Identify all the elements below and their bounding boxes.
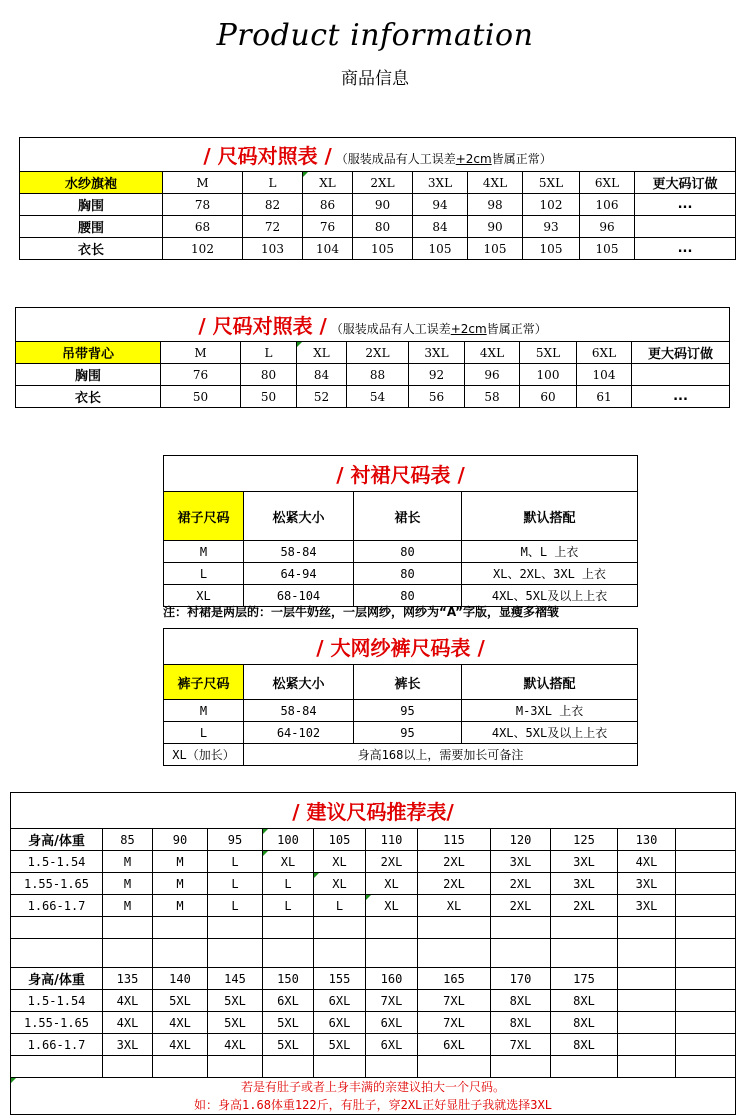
cell: 1.5-1.54	[11, 990, 103, 1012]
cell: XL	[314, 873, 366, 895]
table-row	[11, 990, 736, 1012]
cell: 102	[523, 194, 580, 216]
cell	[618, 968, 676, 990]
cell: 68-104	[244, 585, 354, 607]
cell	[632, 364, 730, 386]
cell: L	[164, 563, 244, 585]
cell	[551, 917, 618, 939]
cell: 80	[354, 563, 462, 585]
cell: 4XL、5XL及以上上衣	[462, 585, 638, 607]
cell: M	[164, 700, 244, 722]
cell: L	[314, 895, 366, 917]
cell	[676, 939, 736, 968]
header-cell: 水纱旗袍	[20, 172, 163, 194]
cell: 100	[520, 364, 577, 386]
cell	[676, 1034, 736, 1056]
cell: 61	[577, 386, 632, 408]
table-row	[11, 895, 736, 917]
cell: 1.55-1.65	[11, 1012, 103, 1034]
cell: 1.66-1.7	[11, 1034, 103, 1056]
header-cell: 90	[153, 829, 208, 851]
cell: 78	[163, 194, 243, 216]
cell: 5XL	[263, 1034, 314, 1056]
table-title-row	[11, 793, 736, 829]
cell	[618, 1056, 676, 1078]
cell	[618, 939, 676, 968]
cell: M	[103, 851, 153, 873]
cell: 84	[413, 216, 468, 238]
recommendation-note	[11, 1078, 736, 1115]
cell: 76	[303, 216, 353, 238]
cell: M	[153, 895, 208, 917]
cell	[366, 917, 418, 939]
cell: 80	[354, 541, 462, 563]
cell	[676, 895, 736, 917]
cell: 1.55-1.65	[11, 873, 103, 895]
cell: 90	[468, 216, 523, 238]
cell: 2XL	[491, 873, 551, 895]
cell: 84	[297, 364, 347, 386]
cell: XL	[366, 873, 418, 895]
cell	[618, 1012, 676, 1034]
header-cell: 裙子尺码	[164, 492, 244, 541]
header-cell: 2XL	[353, 172, 413, 194]
cell: 58-84	[244, 700, 354, 722]
cell: 104	[577, 364, 632, 386]
table-note: （服装成品有人工误差+2cm皆属正常）	[335, 152, 552, 166]
row-label: 腰围	[20, 216, 163, 238]
cell	[366, 1056, 418, 1078]
cell: 5XL	[263, 1012, 314, 1034]
cell	[153, 1056, 208, 1078]
header-cell: 135	[103, 968, 153, 990]
cell: M	[103, 895, 153, 917]
header-cell: 裤子尺码	[164, 665, 244, 700]
cell	[103, 1056, 153, 1078]
cell: 5XL	[153, 990, 208, 1012]
cell: 82	[243, 194, 303, 216]
cell: 104	[303, 238, 353, 260]
cell	[208, 917, 263, 939]
cell: 4XL	[103, 1012, 153, 1034]
cell	[491, 917, 551, 939]
header-cell: 175	[551, 968, 618, 990]
cell: 1.5-1.54	[11, 851, 103, 873]
cell	[676, 917, 736, 939]
cell	[618, 1034, 676, 1056]
table-row	[11, 873, 736, 895]
cell: 95	[354, 700, 462, 722]
header-cell: 145	[208, 968, 263, 990]
cell	[618, 990, 676, 1012]
header-cell: 裙长	[354, 492, 462, 541]
cell: XL	[366, 895, 418, 917]
cell: 8XL	[491, 1012, 551, 1034]
page-subtitle: 商品信息	[341, 69, 409, 89]
cell: 6XL	[366, 1034, 418, 1056]
table-row	[164, 700, 638, 722]
recommendation-example-line: 如：身高1.68体重122斤，有肚子，穿2XL正好显肚子我就选择3XL	[194, 1098, 552, 1112]
table-header-row	[20, 172, 736, 194]
table-row	[164, 541, 638, 563]
cell: 106	[580, 194, 635, 216]
cell: 64-94	[244, 563, 354, 585]
cell: 4XL	[103, 990, 153, 1012]
header-cell: 松紧大小	[244, 492, 354, 541]
cell: 7XL	[491, 1034, 551, 1056]
cell: 4XL	[618, 851, 676, 873]
cell: 2XL	[491, 895, 551, 917]
cell	[676, 1056, 736, 1078]
cell: XL、2XL、3XL 上衣	[462, 563, 638, 585]
cell: 3XL	[551, 873, 618, 895]
page-title: Product information	[216, 18, 534, 53]
cell	[11, 939, 103, 968]
cell: 105	[413, 238, 468, 260]
cell: L	[263, 873, 314, 895]
cell	[314, 1056, 366, 1078]
cell: 80	[354, 585, 462, 607]
table-row	[164, 563, 638, 585]
table-row	[11, 1012, 736, 1034]
header-cell: 130	[618, 829, 676, 851]
header-cell: 140	[153, 968, 208, 990]
cell: XL（加长）	[164, 744, 244, 766]
table-header-row	[11, 829, 736, 851]
cell: 98	[468, 194, 523, 216]
table-title-row	[20, 138, 736, 172]
cell: 6XL	[418, 1034, 491, 1056]
cell: 56	[409, 386, 465, 408]
cell: XL	[418, 895, 491, 917]
cell: 86	[303, 194, 353, 216]
cell	[418, 939, 491, 968]
cell: 3XL	[618, 895, 676, 917]
cell: L	[208, 851, 263, 873]
cell: 102	[163, 238, 243, 260]
cell	[551, 939, 618, 968]
header-cell: 150	[263, 968, 314, 990]
cell: XL	[263, 851, 314, 873]
cell: 4XL、5XL及以上上衣	[462, 722, 638, 744]
cell: 7XL	[418, 990, 491, 1012]
cell: 96	[580, 216, 635, 238]
table-row	[11, 1034, 736, 1056]
cell: 5XL	[208, 990, 263, 1012]
header-cell: 裤长	[354, 665, 462, 700]
table-header-row	[164, 492, 638, 541]
petticoat-size-table	[163, 455, 638, 607]
cell	[418, 917, 491, 939]
mesh-pants-size-table	[163, 628, 638, 766]
cell: 2XL	[366, 851, 418, 873]
cell	[153, 917, 208, 939]
cell: M	[103, 873, 153, 895]
table-note: （服装成品有人工误差+2cm皆属正常）	[330, 322, 547, 336]
cell: M	[153, 851, 208, 873]
cell: 105	[353, 238, 413, 260]
header-cell: XL	[297, 342, 347, 364]
header-cell: 85	[103, 829, 153, 851]
cell	[676, 1012, 736, 1034]
header-cell: 4XL	[465, 342, 520, 364]
recommendation-note-line: 若是有肚子或者上身丰满的亲建议拍大一个尺码。	[241, 1080, 506, 1094]
cell	[208, 1056, 263, 1078]
table-row	[16, 386, 730, 408]
cell	[103, 939, 153, 968]
cell: 64-102	[244, 722, 354, 744]
header-cell: XL	[303, 172, 353, 194]
cell: 3XL	[103, 1034, 153, 1056]
cell: L	[208, 895, 263, 917]
cell: 105	[523, 238, 580, 260]
cell: 4XL	[208, 1034, 263, 1056]
table-row	[20, 194, 736, 216]
cell	[491, 939, 551, 968]
table-header-row	[11, 968, 736, 990]
size-table-qipao	[19, 137, 736, 260]
cell	[551, 1056, 618, 1078]
cell	[491, 1056, 551, 1078]
cell: 6XL	[314, 990, 366, 1012]
table-title-row	[164, 629, 638, 665]
cell: 6XL	[366, 1012, 418, 1034]
cell	[618, 917, 676, 939]
cell: 105	[468, 238, 523, 260]
cell: 54	[347, 386, 409, 408]
header-cell: 105	[314, 829, 366, 851]
cell: 90	[353, 194, 413, 216]
table-row	[16, 364, 730, 386]
cell: 8XL	[551, 1034, 618, 1056]
cell	[676, 990, 736, 1012]
header-cell: L	[243, 172, 303, 194]
cell	[676, 873, 736, 895]
table-row	[164, 744, 638, 766]
header-cell: 165	[418, 968, 491, 990]
table-title: / 衬裙尺码表 /	[336, 463, 465, 487]
cell: 52	[297, 386, 347, 408]
cell: 76	[161, 364, 241, 386]
size-table-camisole	[15, 307, 730, 408]
table-title-row	[164, 456, 638, 492]
spacer-row	[11, 939, 736, 968]
cell: 68	[163, 216, 243, 238]
table-header-row	[16, 342, 730, 364]
cell	[676, 968, 736, 990]
header-cell: 155	[314, 968, 366, 990]
table-header-row	[164, 665, 638, 700]
cell	[635, 216, 736, 238]
cell: 8XL	[551, 990, 618, 1012]
cell	[263, 917, 314, 939]
table-row	[164, 722, 638, 744]
cell: 96	[465, 364, 520, 386]
cell: ...	[635, 194, 736, 216]
header-cell: 6XL	[577, 342, 632, 364]
cell: 58	[465, 386, 520, 408]
cell	[676, 851, 736, 873]
cell: 58-84	[244, 541, 354, 563]
table-title: / 尺码对照表 /	[198, 314, 327, 338]
cell: 60	[520, 386, 577, 408]
cell: 6XL	[314, 1012, 366, 1034]
header-cell: 3XL	[409, 342, 465, 364]
header-cell: 更大码订做	[635, 172, 736, 194]
header-cell: 115	[418, 829, 491, 851]
row-label: 衣长	[20, 238, 163, 260]
cell: 50	[241, 386, 297, 408]
cell	[153, 939, 208, 968]
header-cell: 吊带背心	[16, 342, 161, 364]
cell	[103, 917, 153, 939]
cell: 103	[243, 238, 303, 260]
cell	[314, 917, 366, 939]
cell	[263, 939, 314, 968]
cell: 2XL	[418, 851, 491, 873]
header-cell: 更大码订做	[632, 342, 730, 364]
cell: L	[208, 873, 263, 895]
cell: XL	[164, 585, 244, 607]
cell: 3XL	[551, 851, 618, 873]
header-cell: 松紧大小	[244, 665, 354, 700]
header-cell: 5XL	[520, 342, 577, 364]
cell: L	[164, 722, 244, 744]
header-cell: 100	[263, 829, 314, 851]
cell: M	[164, 541, 244, 563]
table-title: / 大网纱裤尺码表 /	[316, 636, 485, 660]
cell	[676, 829, 736, 851]
cell: XL	[314, 851, 366, 873]
header-cell: 160	[366, 968, 418, 990]
table-title-row	[16, 308, 730, 342]
row-label: 胸围	[16, 364, 161, 386]
cell: 105	[580, 238, 635, 260]
header-cell: M	[161, 342, 241, 364]
header-cell: 4XL	[468, 172, 523, 194]
header-cell: 95	[208, 829, 263, 851]
table-title: / 尺码对照表 /	[203, 144, 332, 168]
cell	[314, 939, 366, 968]
cell: 5XL	[208, 1012, 263, 1034]
cell: 88	[347, 364, 409, 386]
cell	[366, 939, 418, 968]
header-cell: 6XL	[580, 172, 635, 194]
cell	[11, 917, 103, 939]
cell: 80	[241, 364, 297, 386]
spacer-row	[11, 917, 736, 939]
header-cell: 5XL	[523, 172, 580, 194]
cell: M、L 上衣	[462, 541, 638, 563]
table-row	[11, 851, 736, 873]
cell: 3XL	[491, 851, 551, 873]
cell	[418, 1056, 491, 1078]
cell: 身高168以上，需要加长可备注	[244, 744, 638, 766]
header-cell: 170	[491, 968, 551, 990]
cell: 2XL	[418, 873, 491, 895]
header-cell: L	[241, 342, 297, 364]
cell: M-3XL 上衣	[462, 700, 638, 722]
cell	[11, 1056, 103, 1078]
cell: ...	[635, 238, 736, 260]
cell: M	[153, 873, 208, 895]
cell: 7XL	[418, 1012, 491, 1034]
cell: 8XL	[551, 1012, 618, 1034]
header-cell: 身高/体重	[11, 968, 103, 990]
table-row	[20, 238, 736, 260]
header-cell: 默认搭配	[462, 492, 638, 541]
row-label: 胸围	[20, 194, 163, 216]
cell: 2XL	[551, 895, 618, 917]
cell: 7XL	[366, 990, 418, 1012]
cell: 92	[409, 364, 465, 386]
petticoat-footnote: 注：衬裙是两层的：一层牛奶丝，一层网纱，网纱为“A”字版，显瘦多褶皱	[163, 605, 559, 619]
recommended-size-table	[10, 792, 736, 1115]
table-title: / 建议尺码推荐表/	[292, 800, 454, 824]
cell: 95	[354, 722, 462, 744]
header-cell: 120	[491, 829, 551, 851]
cell: 72	[243, 216, 303, 238]
cell: 1.66-1.7	[11, 895, 103, 917]
row-label: 衣长	[16, 386, 161, 408]
spacer-row	[11, 1056, 736, 1078]
cell: 93	[523, 216, 580, 238]
cell	[263, 1056, 314, 1078]
header-cell: 125	[551, 829, 618, 851]
cell: 50	[161, 386, 241, 408]
cell: L	[263, 895, 314, 917]
cell: 5XL	[314, 1034, 366, 1056]
header-cell: 3XL	[413, 172, 468, 194]
cell: ...	[632, 386, 730, 408]
header-cell: M	[163, 172, 243, 194]
cell: 6XL	[263, 990, 314, 1012]
header-cell: 身高/体重	[11, 829, 103, 851]
header-cell: 110	[366, 829, 418, 851]
cell: 80	[353, 216, 413, 238]
cell: 4XL	[153, 1012, 208, 1034]
table-row	[20, 216, 736, 238]
header-cell: 2XL	[347, 342, 409, 364]
cell: 94	[413, 194, 468, 216]
cell: 4XL	[153, 1034, 208, 1056]
cell: 8XL	[491, 990, 551, 1012]
cell: 3XL	[618, 873, 676, 895]
header-cell: 默认搭配	[462, 665, 638, 700]
cell	[208, 939, 263, 968]
